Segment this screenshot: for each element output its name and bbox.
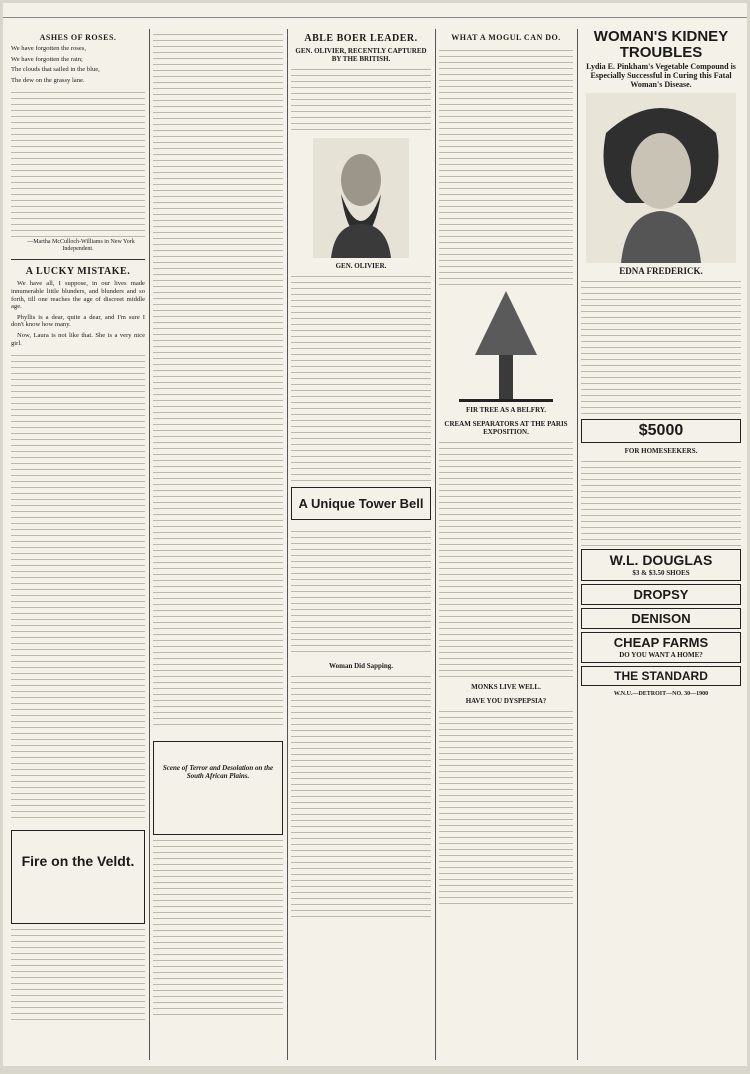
boer-title: ABLE BOER LEADER. xyxy=(304,33,418,44)
douglas-shoes-ad xyxy=(581,549,741,581)
dyspepsia-text-lines xyxy=(439,706,573,906)
portrait-caption-frederick: EDNA FREDERICK. xyxy=(619,266,703,276)
story-paragraph: Phyllis is a dear, quite a dear, and I'm sure I don't know how many. xyxy=(11,313,145,329)
dropsy-title: DROPSY xyxy=(633,587,689,602)
cheap-farms-subtitle: DO YOU WANT A HOME? xyxy=(619,651,703,659)
denison-title: DENISON xyxy=(631,611,691,626)
tower-caption: FIR TREE AS A BELFRY. xyxy=(465,406,547,414)
fire-headline-box xyxy=(11,830,145,924)
standard-ad xyxy=(581,666,741,686)
poem-line: The clouds that sailed in the blue, xyxy=(11,66,100,74)
story-paragraph: Now, Laura is not like that. She is a very nice girl. xyxy=(11,331,145,347)
footer-line: W.N.U.—DETROIT—NO. 30—1900 xyxy=(613,691,709,697)
kidney-ad-title: WOMAN'S KIDNEY TROUBLES xyxy=(593,29,729,61)
poem-line: We have forgotten the rain; xyxy=(11,55,83,63)
reward-banner xyxy=(581,419,741,443)
fire-subtitle: Scene of Terror and Desolation on the South African Plains. xyxy=(162,764,274,780)
tower-bell-headline-box xyxy=(291,487,431,520)
moose-text-lines xyxy=(439,45,573,285)
douglas-price: $3 & $3.50 SHOES xyxy=(632,569,690,577)
denison-ad xyxy=(581,608,741,629)
poem-title: ASHES OF ROSES. xyxy=(39,33,117,42)
boer-continued-text-lines xyxy=(291,271,431,481)
poem-text-lines xyxy=(11,87,145,237)
portrait-engraving-olivier xyxy=(313,138,409,258)
column-5 xyxy=(581,29,741,1060)
column-rule xyxy=(287,29,288,1060)
column-4 xyxy=(439,29,573,1060)
top-rule xyxy=(3,17,747,18)
newspaper-page xyxy=(3,3,747,1066)
column-2 xyxy=(153,29,283,1060)
fir-tree-belfry-illustration xyxy=(439,285,573,405)
divider xyxy=(11,259,145,260)
homeseekers-text-lines xyxy=(581,456,741,546)
portrait-engraving-frederick xyxy=(586,93,736,263)
douglas-title: W.L. DOUGLAS xyxy=(609,552,713,568)
poem-body xyxy=(11,45,145,84)
column-rule xyxy=(435,29,436,1060)
column-rule xyxy=(577,29,578,1060)
fire-subhead-box xyxy=(153,741,283,835)
reward-amount: $5000 xyxy=(638,422,684,439)
monks-title: MONKS LIVE WELL. xyxy=(471,683,541,691)
fire-title: Fire on the Veldt. xyxy=(21,853,135,870)
tower-bell-title: A Unique Tower Bell xyxy=(298,496,424,511)
tower-text-lines xyxy=(291,526,431,656)
cream-title: CREAM SEPARATORS AT THE PARIS EXPOSITION. xyxy=(444,420,568,436)
boer-subtitle: GEN. OLIVIER, RECENTLY CAPTURED BY THE BRITISH. xyxy=(295,47,427,63)
dropsy-ad xyxy=(581,584,741,605)
column-3 xyxy=(291,29,431,1060)
dud-title: Woman Did Sapping. xyxy=(329,662,393,670)
story-paragraph: We have all, I suppose, in our lives made innumerable little blunders, and blunders and so forth, till one reaches the age of discreet middle age. xyxy=(11,280,145,311)
fire-continued-text-lines xyxy=(153,835,283,1015)
poem-author: —Martha McCulloch-Williams in New York Independent. xyxy=(27,239,135,253)
cheap-farms-ad xyxy=(581,632,741,663)
homeseekers-title: FOR HOMESEEKERS. xyxy=(624,447,698,455)
boer-text-lines xyxy=(291,64,431,134)
story-continued-text-lines xyxy=(153,29,283,729)
poem-line: We have forgotten the roses, xyxy=(11,45,86,52)
kidney-ad-subtitle: Lydia E. Pinkham's Vegetable Compound is Especially Successful in Curing this Fatal Woman's Disease. xyxy=(586,62,736,89)
cream-text-lines xyxy=(439,437,573,677)
poem-line: The dew on the grassy lane. xyxy=(11,76,85,84)
cheap-farms-title: CHEAP FARMS xyxy=(613,635,709,650)
standard-title: THE STANDARD xyxy=(614,669,708,683)
moose-title: WHAT A MOGUL CAN DO. xyxy=(451,33,561,42)
portrait-caption: GEN. OLIVIER. xyxy=(335,262,387,270)
kidney-text-lines xyxy=(581,276,741,416)
dyspepsia-title: HAVE YOU DYSPEPSIA? xyxy=(465,697,547,705)
story-title: A LUCKY MISTAKE. xyxy=(25,266,131,278)
dud-text-lines xyxy=(291,671,431,921)
column-rule xyxy=(149,29,150,1060)
story-text-lines xyxy=(11,350,145,820)
fire-text-lines xyxy=(11,924,145,1024)
column-1 xyxy=(11,29,145,1060)
